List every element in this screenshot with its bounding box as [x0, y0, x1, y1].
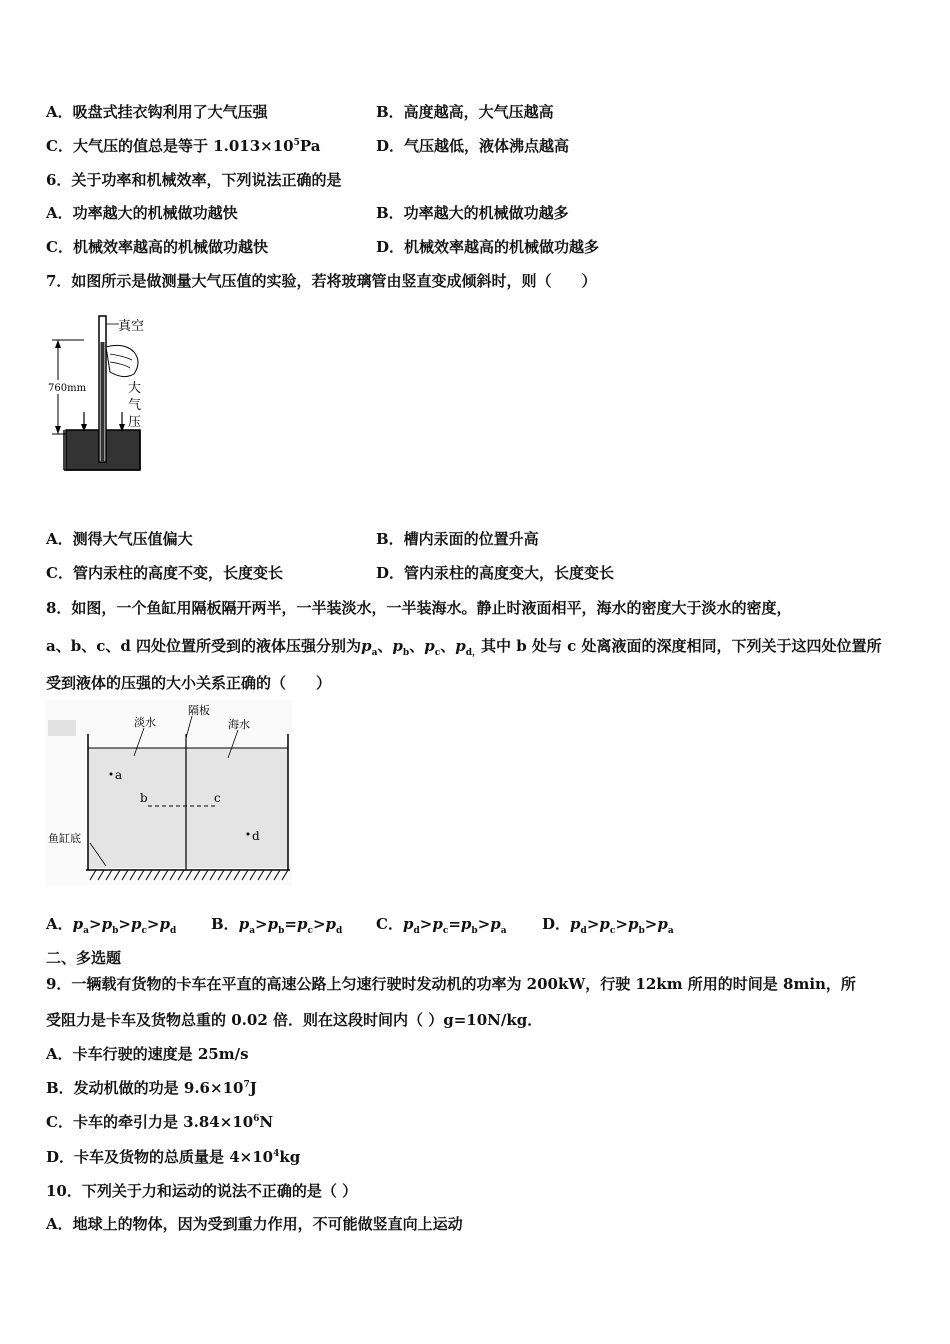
q9-option-d-exponent: 4	[273, 1149, 280, 1159]
q6-option-d: D．机械效率越高的机械做功越多	[376, 238, 600, 256]
atm-label-3: 压	[128, 415, 142, 430]
q8-option-d: D．$p_d>p_c>p_b>p_a$	[542, 915, 674, 936]
point-a-label: a	[115, 768, 123, 782]
q9-option-c-unit: N	[259, 1113, 274, 1131]
q9-option-c-exponent: 6	[253, 1114, 260, 1124]
point-b-label: b	[140, 791, 148, 805]
q8-stem-line2: a、b、c、d 四处位置所受到的液体压强分别为$p_a$、$p_b$、$p_c$、$p_{d,}$其中 b 处与 c 处离液面的深度相同，下列关于这四处位置所	[46, 637, 882, 658]
pressure-symbol: p	[455, 637, 466, 655]
q8-fish-tank-figure	[46, 700, 292, 885]
pressure-symbol: p	[325, 915, 337, 933]
q5-option-c-exponent: 5	[293, 138, 300, 148]
q6-option-c: C．机械效率越高的机械做功越快	[46, 238, 268, 256]
q5-option-b: B．高度越高，大气压越高	[376, 103, 554, 121]
q9-option-b-exponent: 7	[243, 1080, 250, 1090]
q5-option-c	[46, 136, 320, 156]
q6-option-a: A．功率越大的机械做功越快	[46, 204, 238, 222]
q9-option-d	[46, 1147, 300, 1167]
pressure-symbol: p	[627, 915, 639, 933]
q6-option-b: B．功率越大的机械做功越多	[376, 204, 569, 222]
q9-option-d-text: D．卡车及货物的总质量是 4×10	[46, 1148, 274, 1166]
pressure-symbol: p	[432, 915, 443, 933]
pressure-symbol: p	[460, 915, 472, 933]
figure-label-blur	[48, 720, 76, 736]
pressure-symbol: p	[402, 915, 414, 933]
q7-option-b: B．槽内汞面的位置升高	[376, 530, 539, 548]
q8-option-b: B．$p_a>p_b=p_c>p_d$	[211, 915, 343, 936]
q10-stem: 10．下列关于力和运动的说法不正确的是（ ）	[46, 1182, 358, 1200]
q9-stem-line2: 受阻力是卡车及货物总重的 0.02 倍．则在这段时间内（ ）g=10N/kg．	[46, 1011, 543, 1029]
pressure-symbol: p	[130, 915, 142, 933]
pressure-symbol: p	[72, 915, 84, 933]
q6-stem: 6．关于功率和机械效率，下列说法正确的是	[46, 171, 342, 189]
q9-option-b-unit: J	[249, 1079, 257, 1097]
section-title-multiple-choice: 二、多选题	[46, 949, 122, 967]
q8-stem-line1: 8．如图，一个鱼缸用隔板隔开两半，一半装淡水，一半装海水。静止时液面相平，海水的密度大于淡水的密度，	[46, 599, 792, 617]
pressure-symbol: p	[657, 915, 668, 933]
height-label: 760mm	[48, 383, 87, 394]
q8-symbol-p: p	[361, 637, 372, 655]
pressure-symbol: p	[392, 637, 403, 655]
q5-option-c-unit: Pa	[299, 137, 321, 155]
q8-option-c-label: C．	[376, 915, 403, 933]
pressure-symbol: p	[490, 915, 501, 933]
q9-option-b	[46, 1078, 257, 1098]
q5-option-c-text: C．大气压的值总是等于 1.013×10	[46, 137, 294, 155]
q7-option-c: C．管内汞柱的高度不变，长度变长	[46, 564, 283, 582]
water-region	[88, 748, 288, 868]
fresh-water-label: 淡水	[134, 716, 156, 729]
q5-option-d: D．气压越低，液体沸点越高	[376, 137, 570, 155]
q8-stem-line2-rest: 其中 b 处与 c 处离液面的深度相同，下列关于这四处位置所	[481, 637, 882, 655]
q9-option-c	[46, 1112, 273, 1132]
q9-option-c-text: C．卡车的牵引力是 3.84×10	[46, 1113, 254, 1131]
pressure-symbol: p	[599, 915, 610, 933]
point-c-label: c	[214, 791, 221, 805]
pressure-symbol: p	[296, 915, 308, 933]
q5-option-a: A．吸盘式挂衣钩利用了大气压强	[46, 103, 268, 121]
q8-stem-line3: 受到液体的压强的大小关系正确的（ ）	[46, 674, 332, 692]
q7-barometer-figure	[44, 312, 159, 477]
q9-option-a: A．卡车行驶的速度是 25m/s	[46, 1045, 249, 1063]
point-d-label: d	[252, 829, 260, 843]
pressure-symbol: p	[570, 915, 581, 933]
q7-option-d: D．管内汞柱的高度变大，长度变长	[376, 564, 615, 582]
pressure-symbol: p	[267, 915, 279, 933]
q10-option-a: A．地球上的物体，因为受到重力作用，不可能做竖直向上运动	[46, 1215, 463, 1233]
q8-option-c: C．$p_d>p_c=p_b>p_a$	[376, 915, 507, 936]
q8-option-a: A．$p_a>p_b>p_c>p_d$	[46, 915, 177, 936]
q9-option-b-text: B．发动机做的功是 9.6×10	[46, 1079, 244, 1097]
q7-option-a: A．测得大气压值偏大	[46, 530, 193, 548]
q8-option-d-label: D．	[542, 915, 571, 933]
pressure-symbol: p	[159, 915, 170, 933]
q9-stem-line1: 9．一辆载有货物的卡车在平直的高速公路上匀速行驶时发动机的功率为 200kW，行驶 12km 所用的时间是 8min，所	[46, 975, 856, 993]
q7-stem: 7．如图所示是做测量大气压值的实验，若将玻璃管由竖直变成倾斜时，则（ ）	[46, 272, 597, 290]
sea-water-label: 海水	[228, 718, 250, 731]
atm-label-1: 大	[128, 381, 142, 396]
pressure-symbol: p	[238, 915, 250, 933]
vacuum-label: 真空	[118, 319, 145, 334]
q8-option-a-label: A．	[46, 915, 73, 933]
partition-label: 隔板	[188, 704, 210, 717]
mercury-column	[101, 342, 105, 461]
pressure-symbol: p	[101, 915, 113, 933]
atm-label-2: 气	[128, 398, 142, 413]
q8-option-b-label: B．	[211, 915, 239, 933]
q8-stem-line2-text: a、b、c、d 四处位置所受到的液体压强分别为	[46, 637, 362, 655]
pressure-symbol: p	[424, 637, 435, 655]
tank-bottom-label: 鱼缸底	[48, 832, 81, 845]
q9-option-d-unit: kg	[279, 1148, 301, 1166]
